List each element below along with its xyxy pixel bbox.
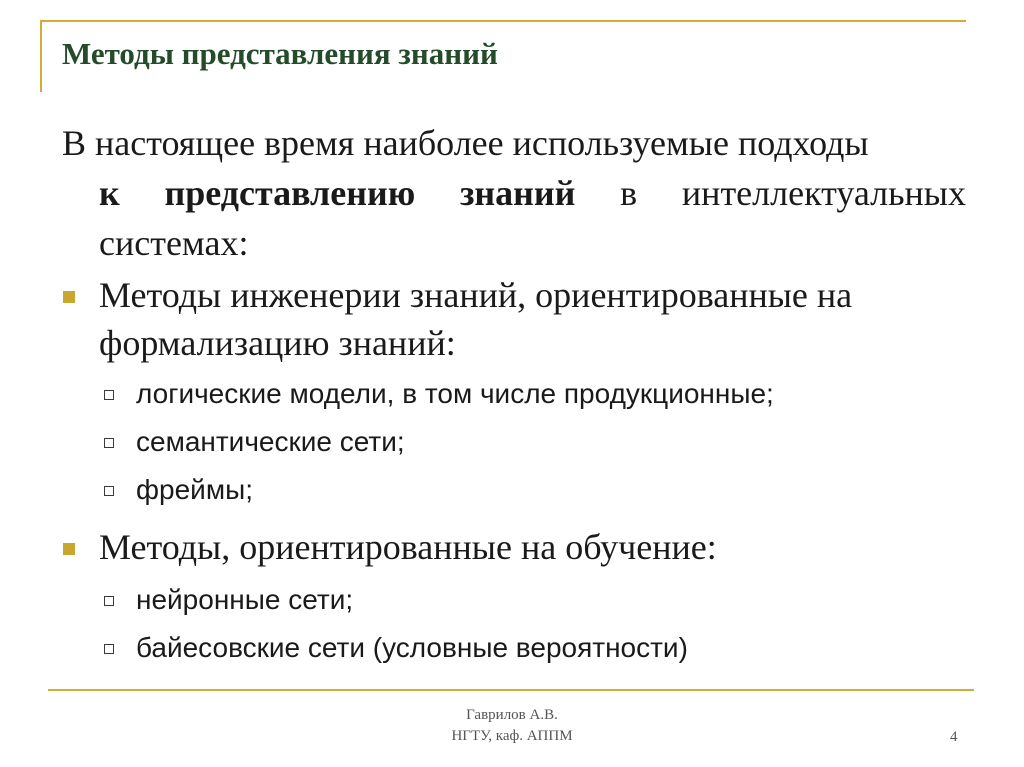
square-bullet-icon xyxy=(63,291,75,303)
slide-title: Методы представления знаний xyxy=(62,36,498,71)
top-border-line xyxy=(40,20,966,22)
hollow-square-bullet-icon xyxy=(104,390,114,400)
footer-affiliation: НГТУ, каф. АППМ xyxy=(451,728,573,744)
bottom-border-line xyxy=(48,689,974,691)
intro-line-2-rest: в интеллектуальных xyxy=(575,173,966,213)
footer-author: Гаврилов А.В. xyxy=(466,707,558,723)
section-2-line-1: Методы, ориентированные на обучение: xyxy=(99,527,717,567)
list-item: фреймы; xyxy=(136,474,253,505)
left-border-line xyxy=(40,20,42,92)
hollow-square-bullet-icon xyxy=(104,438,114,448)
intro-bold-phrase: к представлению знаний xyxy=(99,173,576,213)
intro-line-3: системах: xyxy=(99,223,249,263)
list-item: логические модели, в том числе продукционные; xyxy=(136,378,774,409)
intro-line-2 xyxy=(62,168,966,218)
hollow-square-bullet-icon xyxy=(104,644,114,654)
list-item: нейронные сети; xyxy=(136,584,354,615)
list-item: семантические сети; xyxy=(136,426,405,457)
hollow-square-bullet-icon xyxy=(104,596,114,606)
section-1-line-1: Методы инженерии знаний, ориентированные на xyxy=(99,275,853,315)
page-number: 4 xyxy=(950,729,958,745)
intro-paragraph xyxy=(62,118,966,268)
hollow-square-bullet-icon xyxy=(104,486,114,496)
section-1-line-2: формализацию знаний: xyxy=(99,323,456,363)
square-bullet-icon xyxy=(63,543,75,555)
list-item: байесовские сети (условные вероятности) xyxy=(136,632,688,663)
intro-line-1: В настоящее время наиболее используемые подходы xyxy=(62,123,869,163)
